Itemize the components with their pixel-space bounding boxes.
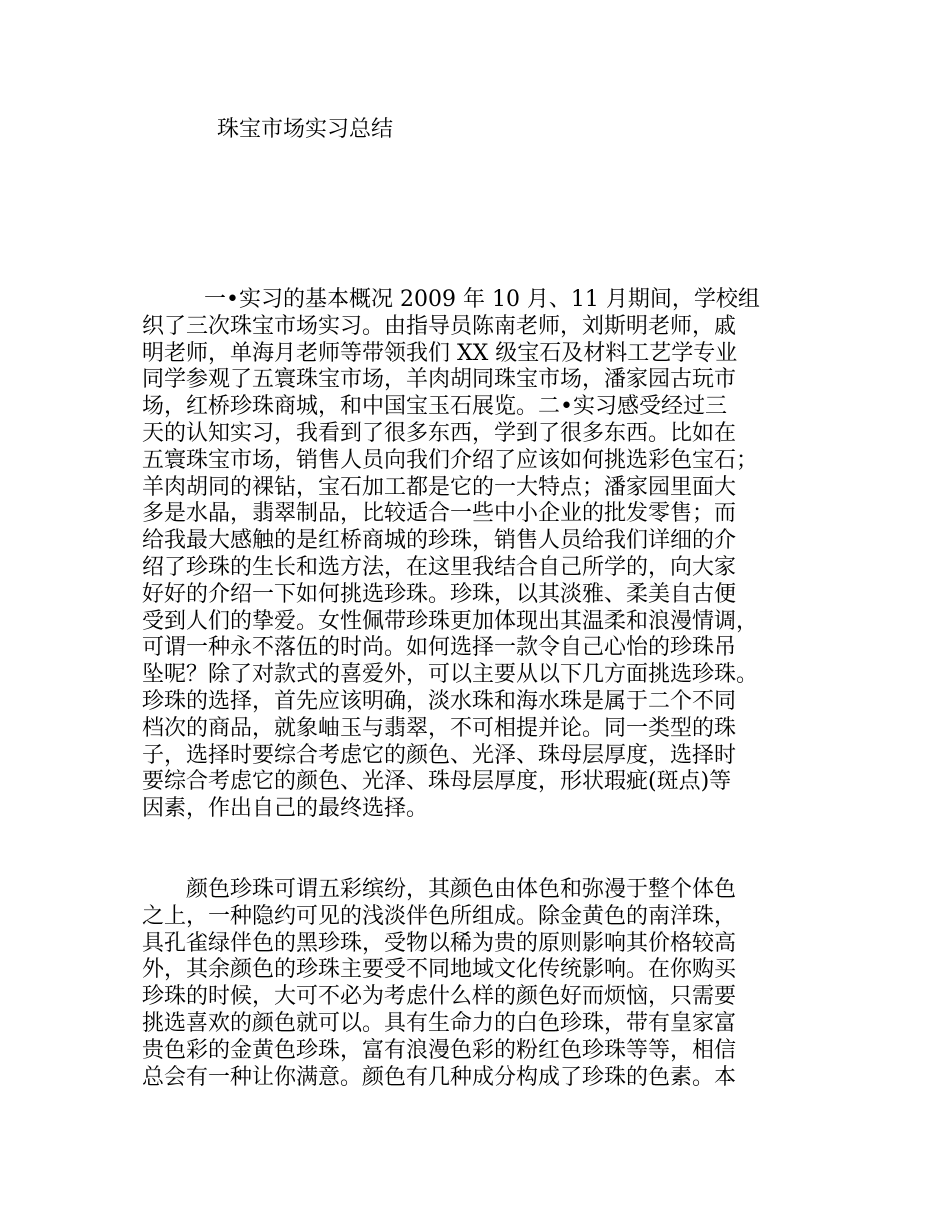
text-line: 珍珠的时候，大可不必为考虑什么样的颜色好而烦恼，只需要: [142, 984, 737, 1010]
text-line: 之上，一种隐约可见的浅淡伴色所组成。除金黄色的南洋珠，: [142, 903, 737, 929]
text-line: 多是水晶，翡翠制品，比较适合一些中小企业的批发零售；而: [142, 501, 737, 527]
text-line: 总会有一种让你满意。颜色有几种成分构成了珍珠的色素。本: [142, 1064, 737, 1090]
text-line: 天的认知实习，我看到了很多东西，学到了很多东西。比如在: [142, 420, 737, 446]
text-line: 颜色珍珠可谓五彩缤纷，其颜色由体色和弥漫于整个体色: [186, 877, 737, 902]
document-title: 珠宝市场实习总结: [217, 117, 394, 142]
text-line: 同学参观了五寰珠宝市场，羊肉胡同珠宝市场，潘家园古玩市: [142, 367, 737, 393]
text-line: 外，其余颜色的珍珠主要受不同地域文化传统影响。在你购买: [142, 957, 737, 983]
text-line: 要综合考虑它的颜色、光泽、珠母层厚度，形状瑕疵(斑点)等: [142, 769, 732, 795]
text-line: 珍珠的选择，首先应该明确，淡水珠和海水珠是属于二个不同: [142, 688, 737, 714]
paragraph-internship-overview: [142, 287, 822, 823]
text-line: 挑选喜欢的颜色就可以。具有生命力的白色珍珠，带有皇家富: [142, 1010, 737, 1036]
paragraph-pearl-color: [142, 877, 822, 1091]
text-line: 因素，作出自己的最终选择。: [142, 796, 429, 822]
text-line: 好好的介绍一下如何挑选珍珠。珍珠，以其淡雅、柔美自古便: [142, 581, 737, 607]
text-line: 可谓一种永不落伍的时尚。如何选择一款令自己心怡的珍珠吊: [142, 635, 737, 661]
text-line: 五寰珠宝市场，销售人员向我们介绍了应该如何挑选彩色宝石；: [142, 447, 759, 473]
text-line: 子，选择时要综合考虑它的颜色、光泽、珠母层厚度，选择时: [142, 742, 737, 768]
text-line: 坠呢？除了对款式的喜爱外，可以主要从以下几方面挑选珍珠。: [142, 662, 759, 688]
text-line: 受到人们的挚爱。女性佩带珍珠更加体现出其温柔和浪漫情调，: [142, 608, 759, 634]
text-line: 档次的商品，就象岫玉与翡翠，不可相提并论。同一类型的珠: [142, 715, 737, 741]
text-line: 贵色彩的金黄色珍珠，富有浪漫色彩的粉红色珍珠等等，相信: [142, 1037, 737, 1063]
text-line: 织了三次珠宝市场实习。由指导员陈南老师，刘斯明老师，戚: [142, 313, 737, 339]
text-line: 明老师，单海月老师等带领我们 XX 级宝石及材料工艺学专业: [142, 340, 738, 366]
text-line: 羊肉胡同的裸钻，宝石加工都是它的一大特点；潘家园里面大: [142, 474, 737, 500]
text-line: 绍了珍珠的生长和选方法，在这里我结合自己所学的，向大家: [142, 554, 737, 580]
text-line: 具孔雀绿伴色的黑珍珠，受物以稀为贵的原则影响其价格较高: [142, 930, 737, 956]
text-line: 给我最大感触的是红桥商城的珍珠，销售人员给我们详细的介: [142, 528, 737, 554]
text-line: 一•实习的基本概况 2009 年 10 月、11 月期间，学校组: [204, 287, 760, 312]
text-line: 场，红桥珍珠商城，和中国宝玉石展览。二•实习感受经过三: [142, 394, 727, 420]
